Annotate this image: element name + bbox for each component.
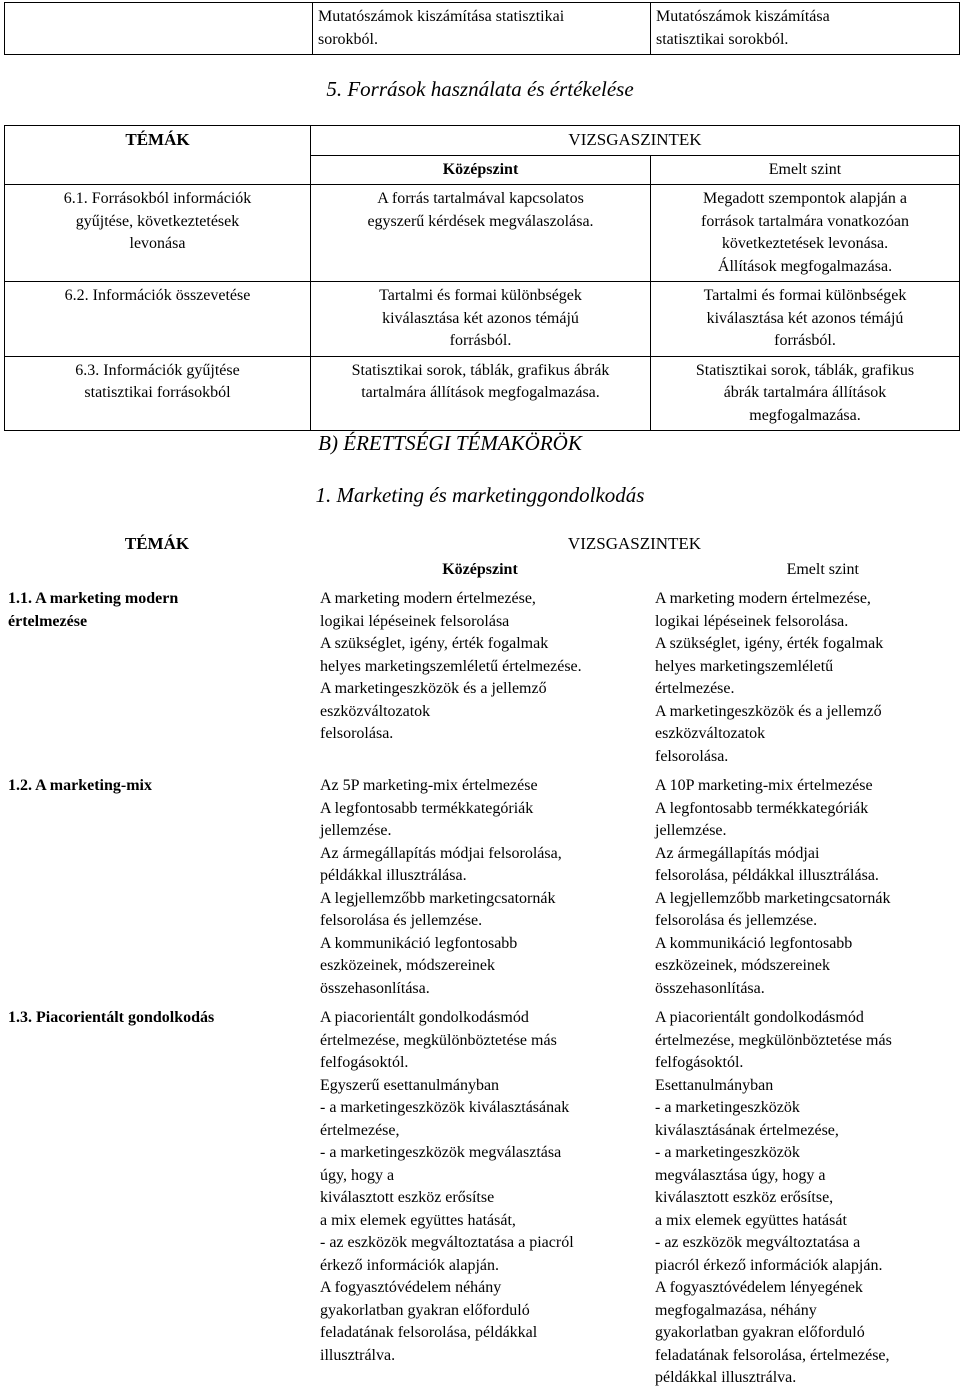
high-level-cell: Megadott szempontok alapján a források tartalmára vonatkozóan következtetések levonása. Állítások megfogalmazása.: [651, 185, 960, 282]
emelt-szint-header: Emelt szint: [786, 560, 859, 578]
section-5-title: 5. Források használata és értékelése: [326, 77, 634, 101]
temak-header: TÉMÁK: [5, 126, 311, 185]
mid-level-cell: Az 5P marketing-mix értelmezése A legfontosabb termékkategóriák jellemzése. Az ármegállapítás módjai felsorolása, példákkal illusztrálása. A legjellemzőbb marketingcsatornák felsorolása és jellemzése. A kommunikáció legfontosabb eszközeinek, módszereinek összehasonlítása.: [320, 777, 562, 997]
temak-header: TÉMÁK: [124, 534, 190, 553]
vizsgaszintek-header: VIZSGASZINTEK: [311, 126, 960, 156]
top-table-topic-cell: [5, 3, 313, 55]
mid-level-cell: A forrás tartalmával kapcsolatos egyszerű kérdések megválaszolása.: [311, 185, 651, 282]
mid-level-cell: Tartalmi és formai különbségek kiválasztása két azonos témájú forrásból.: [311, 282, 651, 357]
topic-cell: 6.1. Forrásokból információk gyűjtése, következtetések levonása: [5, 185, 311, 282]
top-table: [4, 2, 960, 55]
kozepszint-header: Középszint: [442, 560, 518, 578]
section-b-title: B) ÉRETTSÉGI TÉMAKÖRÖK: [318, 431, 582, 455]
kozepszint-header: Középszint: [311, 155, 651, 185]
topic-cell: 1.1. A marketing modern értelmezése: [8, 590, 179, 630]
top-table-mid-cell: Mutatószámok kiszámítása statisztikai sorokból.: [313, 3, 651, 55]
section-5-table: [4, 125, 960, 431]
high-level-cell: A 10P marketing-mix értelmezése A legfontosabb termékkategóriák jellemzése. Az ármegállapítás módjai felsorolása, példákkal illusztrálása. A legjellemzőbb marketingcsatornák felsorolása és jellemzése. A kommunikáció legfontosabb eszközeinek, módszereinek összehasonlítása.: [655, 777, 891, 997]
vizsgaszintek-header: VIZSGASZINTEK: [567, 534, 702, 553]
mid-level-cell: A piacorientált gondolkodásmód értelmezése, megkülönböztetése más felfogásoktól. Egyszerű esettanulmányban - a marketingeszközök kiválasztásának értelmezése, - a marketingeszközök megválasztása úgy, hogy a kiválasztott eszköz erősítse a mix elemek együttes hatását, - az eszközök megváltoztatása a piacról érkező információk alapján. A fogyasztóvédelem néhány gyakorlatban gyakran előforduló feladatának felsorolása, példákkal illusztrálva.: [320, 1009, 574, 1364]
high-level-cell: Tartalmi és formai különbségek kiválasztása két azonos témájú forrásból.: [651, 282, 960, 357]
section-1-table: [4, 531, 959, 1393]
high-level-cell: A marketing modern értelmezése, logikai lépéseinek felsorolása. A szükséglet, igény, érték fogalmak helyes marketingszemléletű értelmezése. A marketingeszközök és a jellemző eszközváltozatok felsorolása.: [655, 590, 884, 765]
emelt-szint-header: Emelt szint: [651, 155, 960, 185]
mid-level-cell: A marketing modern értelmezése, logikai lépéseinek felsorolása A szükséglet, igény, érték fogalmak helyes marketingszemléletű értelmezése. A marketingeszközök és a jellemző eszközváltozatok felsorolása.: [320, 590, 582, 742]
high-level-cell: A piacorientált gondolkodásmód értelmezése, megkülönböztetése más felfogásoktól. Esettanulmányban - a marketingeszközök kiválasztásának értelmezése, - a marketingeszközök megválasztása úgy, hogy a kiválasztott eszköz erősítse, a mix elemek együttes hatását - az eszközök megváltoztatása a piacról érkező információk alapján. A fogyasztóvédelem lényegének megfogalmazása, néhány gyakorlatban gyakran előforduló feladatának felsorolása, értelmezése, példákkal illusztrálva.: [655, 1009, 892, 1386]
topic-cell: 1.2. A marketing-mix: [8, 777, 152, 794]
top-table-high-cell: Mutatószámok kiszámítása statisztikai sorokból.: [651, 3, 960, 55]
high-level-cell: Statisztikai sorok, táblák, grafikus ábrák tartalmára állítások megfogalmazása.: [651, 356, 960, 431]
topic-cell: 1.3. Piacorientált gondolkodás: [8, 1009, 215, 1026]
topic-cell: 6.3. Információk gyűjtése statisztikai forrásokból: [5, 356, 311, 431]
mid-level-cell: Statisztikai sorok, táblák, grafikus ábrák tartalmára állítások megfogalmazása.: [311, 356, 651, 431]
topic-cell: 6.2. Információk összevetése: [5, 282, 311, 357]
section-1-title: 1. Marketing és marketinggondolkodás: [315, 483, 645, 507]
